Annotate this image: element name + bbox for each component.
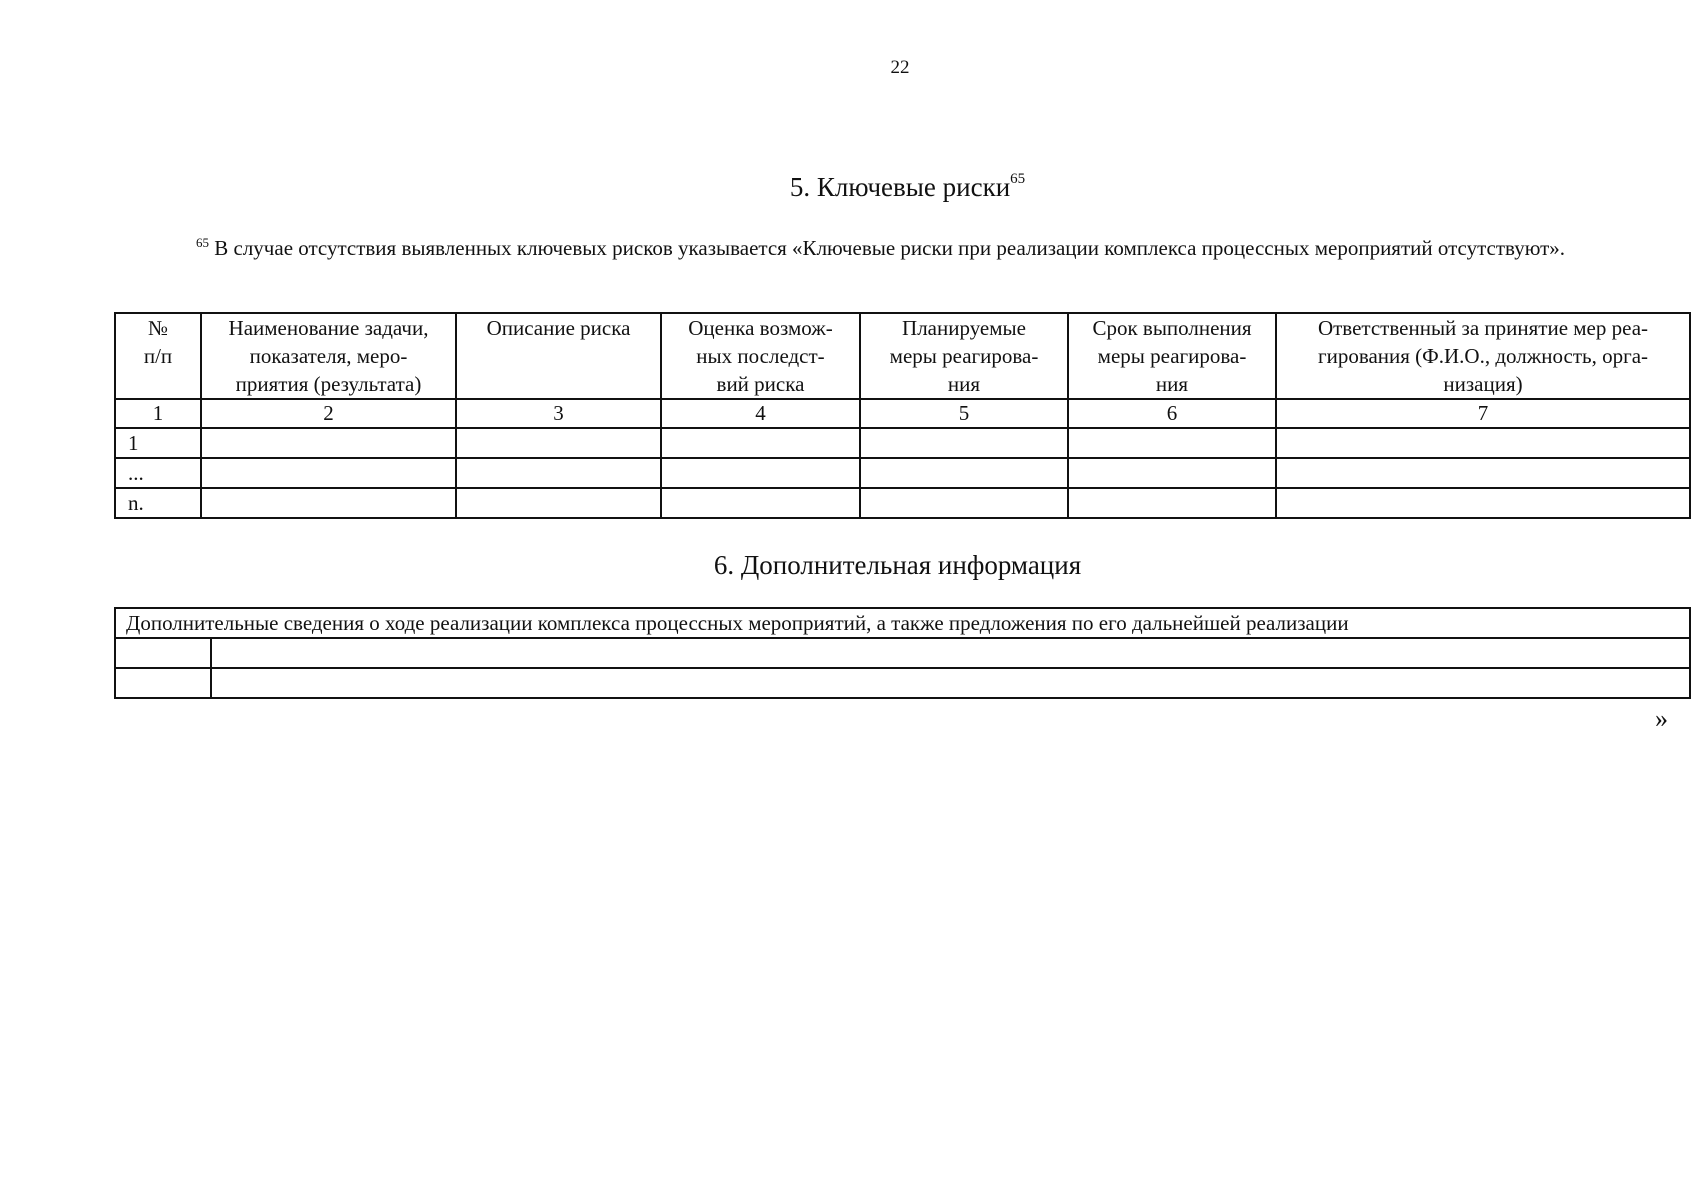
header-measure-deadline: Срок выполнения меры реагирова- ния [1068, 313, 1276, 399]
section-6-title: 6. Дополнительная информация [713, 550, 1082, 580]
footnote [123, 229, 1678, 262]
empty-cell[interactable] [860, 458, 1068, 488]
header-row-number: № п/п [115, 313, 201, 399]
table-row [115, 488, 1690, 518]
table-row [115, 458, 1690, 488]
empty-cell[interactable] [201, 428, 456, 458]
empty-cell[interactable] [456, 458, 661, 488]
empty-cell[interactable] [115, 668, 211, 698]
column-number: 4 [661, 399, 860, 428]
empty-cell[interactable] [860, 488, 1068, 518]
empty-cell[interactable] [1068, 488, 1276, 518]
empty-cell[interactable] [661, 428, 860, 458]
row-number: ... [115, 458, 201, 488]
row-number: n. [115, 488, 201, 518]
column-number: 5 [860, 399, 1068, 428]
empty-cell[interactable] [860, 428, 1068, 458]
empty-cell[interactable] [661, 488, 860, 518]
column-number: 1 [115, 399, 201, 428]
empty-cell[interactable] [456, 488, 661, 518]
header-planned-measures: Планируемые меры реагирова- ния [860, 313, 1068, 399]
column-number: 6 [1068, 399, 1276, 428]
table-row [115, 638, 1690, 668]
header-consequence-assessment: Оценка возмож- ных последст- вий риска [661, 313, 860, 399]
row-number: 1 [115, 428, 201, 458]
empty-cell[interactable] [456, 428, 661, 458]
section-5-title-text: 5. Ключевые риски [789, 172, 1011, 202]
risks-header-row [115, 313, 1690, 399]
section-5-title [0, 172, 1705, 203]
page-number: 22 [890, 57, 910, 78]
info-header-cell: Дополнительные сведения о ходе реализации комплекса процессных мероприятий, а также предложения по его дальнейшей реализации [115, 608, 1690, 638]
footnote-text: В случае отсутствия выявленных ключевых рисков указывается «Ключевые риски при реализации комплекса процессных мероприятий отсутствуют». [214, 236, 1566, 260]
header-risk-description: Описание риска [456, 313, 661, 399]
empty-cell[interactable] [1276, 428, 1690, 458]
key-risks-table [114, 312, 1691, 519]
column-number: 7 [1276, 399, 1690, 428]
additional-info-table [114, 607, 1691, 699]
header-responsible-person: Ответственный за принятие мер реа- гирования (Ф.И.О., должность, орга- низация) [1276, 313, 1690, 399]
header-task-name: Наименование задачи, показателя, меро- приятия (результата) [201, 313, 456, 399]
table-row [115, 428, 1690, 458]
empty-cell[interactable] [115, 638, 211, 668]
closing-quote: » [1655, 704, 1668, 733]
empty-cell[interactable] [1276, 488, 1690, 518]
column-number: 3 [456, 399, 661, 428]
empty-cell[interactable] [201, 488, 456, 518]
empty-cell[interactable] [201, 458, 456, 488]
column-number: 2 [201, 399, 456, 428]
empty-cell[interactable] [211, 668, 1690, 698]
info-header-row [115, 608, 1690, 638]
empty-cell[interactable] [1068, 458, 1276, 488]
empty-cell[interactable] [1068, 428, 1276, 458]
empty-cell[interactable] [661, 458, 860, 488]
footnote-marker: 65 [196, 235, 209, 250]
column-number-row [115, 399, 1690, 428]
empty-cell[interactable] [1276, 458, 1690, 488]
empty-cell[interactable] [211, 638, 1690, 668]
table-row [115, 668, 1690, 698]
footnote-reference: 65 [1010, 171, 1026, 187]
